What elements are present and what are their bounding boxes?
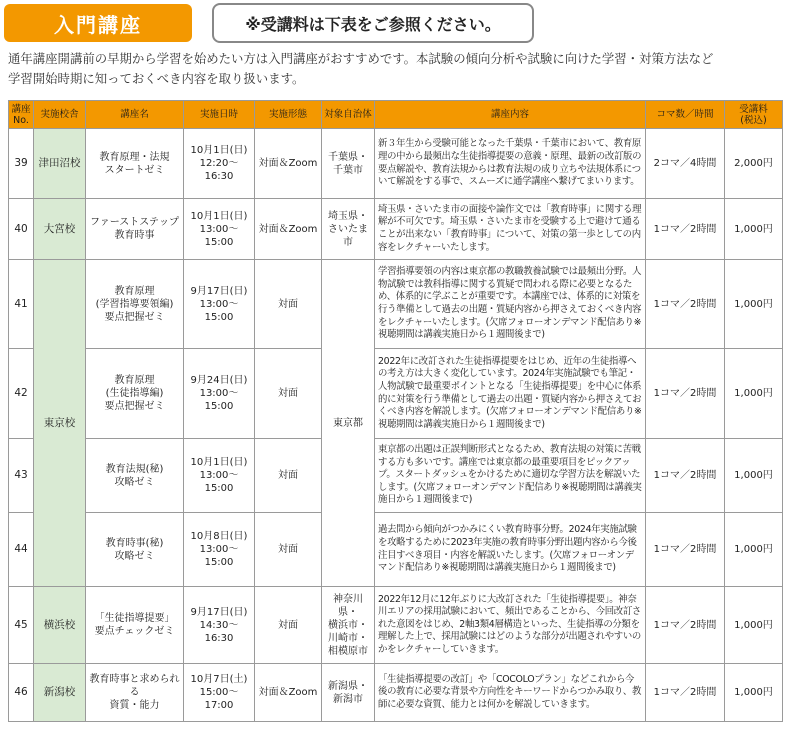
- course-name: 教育原理 (学習指導要領編) 要点把握ゼミ: [86, 260, 184, 349]
- course-region: 千葉県・ 千葉市: [322, 129, 375, 199]
- table-row: [9, 129, 783, 199]
- course-content: 新３年生から受験可能となった千葉県・千葉市において、教育原理の中から最頻出な生徒指導提要の意義・原理、最新の改訂版の要点解説や、教育法規からは教育法規の成り立ちや法規体系について解説をする事で、スムーズに通学講座へ繋げてまいります。: [375, 129, 646, 199]
- course-format: 対面: [255, 587, 322, 664]
- course-no: 39: [9, 129, 34, 199]
- course-koma: 1コマ／2時間: [646, 513, 725, 587]
- course-format: 対面＆Zoom: [255, 129, 322, 199]
- header-price: 受講料 (税込): [725, 101, 783, 129]
- title-badge: 入門講座: [4, 4, 192, 42]
- course-price: 1,000円: [725, 439, 783, 513]
- course-name: 「生徒指導提要」 要点チェックゼミ: [86, 587, 184, 664]
- course-name: 教育原理・法規 スタートゼミ: [86, 129, 184, 199]
- school: 横浜校: [34, 587, 86, 664]
- course-content: 東京都の出題は正誤判断形式となるため、教育法規の対策に苦戦する方も多いです。講座では東京都の最重要項目をピックアップ。スタートダッシュをかけるために適切な学習方法を解説いたします。(欠席フォローオンデマンド配信あり※視聴期間は講義実施日から１週間後まで): [375, 439, 646, 513]
- table-row: [9, 513, 783, 587]
- course-content: 埼玉県・さいたま市の面接や論作文では「教育時事」に関する理解が不可欠です。埼玉県・さいたま市を受験する上で避けて通ることが出来ない「教育時事」について、対策の第一歩としての内容をレクチャーいたします。: [375, 199, 646, 260]
- intro-line-1: 通年講座開講前の早期から学習を始めたい方は入門講座がおすすめです。本試験の傾向分析や試験に向けた学習・対策方法など: [8, 51, 714, 66]
- header-school: 実施校舎: [34, 101, 86, 129]
- header-region: 対象自治体: [322, 101, 375, 129]
- course-date: 10月1日(日) 12:20～16:30: [184, 129, 255, 199]
- table-row: [9, 664, 783, 722]
- course-koma: 1コマ／2時間: [646, 260, 725, 349]
- course-name: 教育法規(秘) 攻略ゼミ: [86, 439, 184, 513]
- table-header-row: [9, 101, 783, 129]
- course-koma: 1コマ／2時間: [646, 199, 725, 260]
- course-date: 10月1日(日) 13:00～15:00: [184, 199, 255, 260]
- course-koma: 1コマ／2時間: [646, 587, 725, 664]
- table-row: [9, 439, 783, 513]
- course-region: 東京都: [322, 260, 375, 587]
- course-no: 46: [9, 664, 34, 722]
- course-koma: 1コマ／2時間: [646, 664, 725, 722]
- course-format: 対面: [255, 349, 322, 439]
- course-price: 1,000円: [725, 199, 783, 260]
- intro-line-2: 学習開始時期に知っておくべき内容を取り扱います。: [8, 71, 305, 86]
- course-price: 1,000円: [725, 664, 783, 722]
- course-format: 対面: [255, 260, 322, 349]
- table-row: [9, 260, 783, 349]
- course-price: 1,000円: [725, 260, 783, 349]
- school: 津田沼校: [34, 129, 86, 199]
- course-no: 40: [9, 199, 34, 260]
- course-content: 過去問から傾向がつかみにくい教育時事分野。2024年実施試験を攻略するために2023年実施の教育時事分野出題内容から今後注目すべき項目・内容を解説いたします。(欠席フォローオンデマンド配信あり※視聴期間は講義実施日から１週間後まで): [375, 513, 646, 587]
- course-content: 2022年12月に12年ぶりに大改訂された「生徒指導提要」。神奈川エリアの採用試験において、頻出であることから、今回改訂された意図をはじめ、2軸3類4層構造といった、生徒指導の分類を理解した上で、採用試験にはどのような部分が出題されやすいのかをレクチャーしていきます。: [375, 587, 646, 664]
- course-content: 「生徒指導提要の改訂」や「COCOLOプラン」などこれから今後の教育に必要な背景や方向性をキーワードからつかみ取り、教師に必要な資質、能力とは何かを解説していきます。: [375, 664, 646, 722]
- course-date: 9月17日(日) 13:00～15:00: [184, 260, 255, 349]
- fee-notice: ※受講料は下表をご参照ください。: [212, 3, 534, 43]
- course-date: 9月24日(日) 13:00～15:00: [184, 349, 255, 439]
- intro-text: [8, 49, 786, 89]
- course-name: 教育時事(秘) 攻略ゼミ: [86, 513, 184, 587]
- course-no: 44: [9, 513, 34, 587]
- course-content: 2022年に改訂された生徒指導提要をはじめ、近年の生徒指導への考え方は大きく変化しています。2024年実施試験でも筆記・人物試験で最重要ポイントとなる「生徒指導提要」を中心に体系的に対策を行う準備として過去の出題・質疑内容から押さえておくべき内容を解説します。(欠席フォローオンデマンド配信あり※視聴期間は講義実施日から１週間後まで): [375, 349, 646, 439]
- course-date: 10月1日(日) 13:00～15:00: [184, 439, 255, 513]
- course-no: 43: [9, 439, 34, 513]
- school: 東京校: [34, 260, 86, 587]
- course-region: 神奈川県・ 横浜市・ 川崎市・ 相模原市: [322, 587, 375, 664]
- course-price: 1,000円: [725, 587, 783, 664]
- header-name: 講座名: [86, 101, 184, 129]
- school: 新潟校: [34, 664, 86, 722]
- course-koma: 1コマ／2時間: [646, 349, 725, 439]
- course-name: ファーストステップ 教育時事: [86, 199, 184, 260]
- header-format: 実施形態: [255, 101, 322, 129]
- header-koma: コマ数／時間: [646, 101, 725, 129]
- course-table: [8, 100, 783, 722]
- school: 大宮校: [34, 199, 86, 260]
- header-no: 講座 No.: [9, 101, 34, 129]
- course-price: 1,000円: [725, 513, 783, 587]
- course-region: 新潟県・ 新潟市: [322, 664, 375, 722]
- course-name: 教育時事と求められる 資質・能力: [86, 664, 184, 722]
- course-content: 学習指導要領の内容は東京都の教職教養試験では最頻出分野。人物試験では教科指導に関する質疑で問われる際に必要となるため、体系的に学ぶことが重要です。本講座では、体系的に対策を行う準備として過去の出題・質疑内容から押さえておくべき内容をレクチャーいたします。(欠席フォローオンデマンド配信あり※視聴期間は講義実施日から１週間後まで): [375, 260, 646, 349]
- course-format: 対面: [255, 439, 322, 513]
- table-row: [9, 587, 783, 664]
- course-format: 対面＆Zoom: [255, 664, 322, 722]
- course-koma: 2コマ／4時間: [646, 129, 725, 199]
- course-name: 教育原理 (生徒指導編) 要点把握ゼミ: [86, 349, 184, 439]
- course-date: 10月7日(土) 15:00～17:00: [184, 664, 255, 722]
- course-format: 対面: [255, 513, 322, 587]
- course-koma: 1コマ／2時間: [646, 439, 725, 513]
- course-date: 10月8日(日) 13:00～15:00: [184, 513, 255, 587]
- table-row: [9, 349, 783, 439]
- course-format: 対面＆Zoom: [255, 199, 322, 260]
- header-content: 講座内容: [375, 101, 646, 129]
- course-no: 41: [9, 260, 34, 349]
- table-row: [9, 199, 783, 260]
- course-price: 2,000円: [725, 129, 783, 199]
- course-region: 埼玉県・ さいたま市: [322, 199, 375, 260]
- header-date: 実施日時: [184, 101, 255, 129]
- course-date: 9月17日(日) 14:30～16:30: [184, 587, 255, 664]
- course-no: 42: [9, 349, 34, 439]
- course-no: 45: [9, 587, 34, 664]
- course-price: 1,000円: [725, 349, 783, 439]
